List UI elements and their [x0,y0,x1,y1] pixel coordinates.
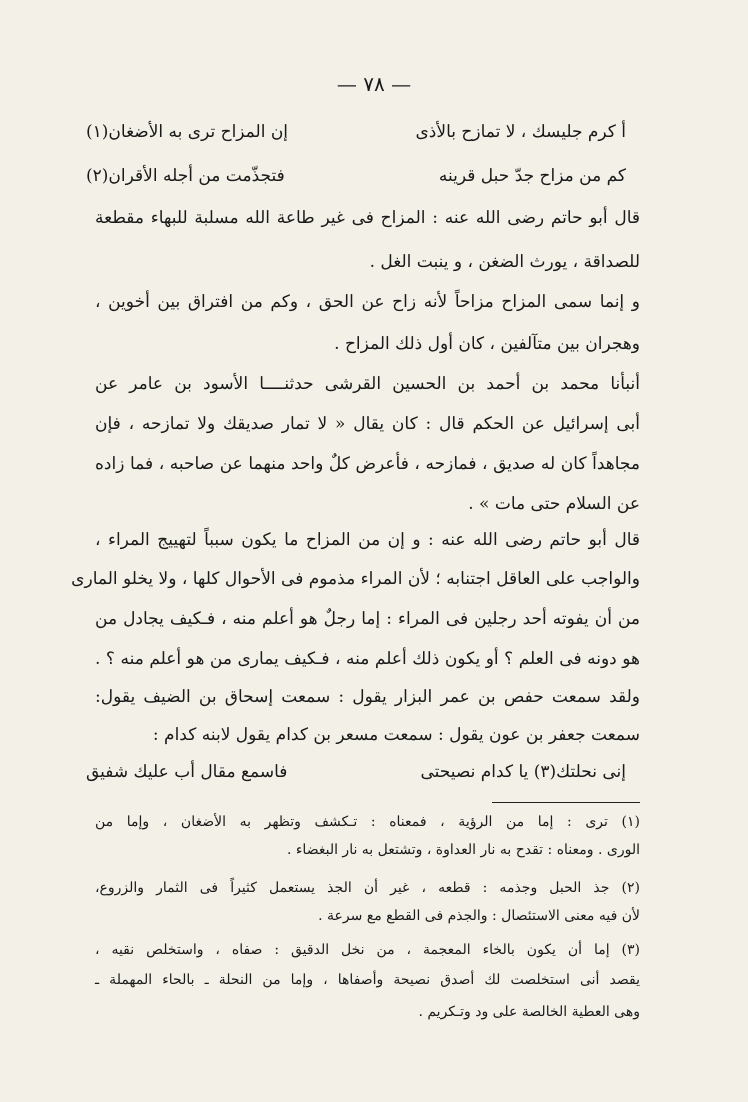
body-line-9: قال أبو حاتم رضى الله عنه : و إن من المزاح ما يكون سبباً لتهييج المراء ، [95,530,640,550]
body-line-12: هو دونه فى العلم ؟ أو يكون ذلك أعلم منه ، فـكيف يمارى من هو أعلم منه ؟ . [95,649,640,669]
verse-2-second-hemistich: فتجذّمت من أجله الأقران(٢) [86,166,285,186]
verse-line-3 [86,762,626,782]
body-line-6: أبى إسرائيل عن الحكم قال : كان يقال « لا تمار صديقك ولا تمازحه ، فإن [95,414,640,434]
footnote-separator [492,802,640,803]
verse-line-2 [86,166,626,186]
body-line-11: من أن يفوته أحد رجلين فى المراء : إما رجلٌ هو أعلم منه ، فـكيف يجادل من [95,609,640,629]
body-line-7: مجاهداً كان له صديق ، فمازحه ، فأعرض كلٌ واحد منهما عن صاحبه ، فما زاده [95,454,640,474]
body-line-5: أنبأنا محمد بن أحمد بن الحسين القرشى حدثنــــا الأسود بن عامر عن [95,374,640,394]
footnote-line-5: (٣) إما أن يكون بالخاء المعجمة ، من نخل الدقيق : صفاه ، واستخلص نقيه ، [95,942,640,958]
body-line-4: وهجران بين متآلفين ، كان أول ذلك المزاح . [334,334,640,354]
verse-3-first-hemistich: إنى نحلتك(٣) يا كدام نصيحتى [420,762,626,782]
verse-3-second-hemistich: فاسمع مقال أب عليك شفيق [86,762,288,782]
verse-1-first-hemistich: أ كرم جليسك ، لا تمازح بالأذى [415,122,626,142]
verse-1-second-hemistich: إن المزاح ترى به الأضغان(١) [86,122,289,142]
page-number: — ٧٨ — [336,72,412,96]
body-line-2: للصداقة ، يورث الضغن ، و ينبت الغل . [369,252,640,272]
footnote-line-6: يقصد أنى استخلصت لك أصدق نصيحة وأصفاها ، وإما من النحلة ـ بالحاء المهملة ـ [95,972,640,988]
footnote-line-4: لأن فيه معنى الاستئصال : والجذم فى القطع مع سرعة . [318,908,640,924]
verse-line-1 [86,122,626,142]
verse-2-first-hemistich: كم من مزاح جدّ حبل قرينه [438,166,626,186]
body-line-1: قال أبو حاتم رضى الله عنه : المزاح فى غير طاعة الله مسلبة للبهاء مقطعة [95,208,640,228]
footnote-line-3: (٢) جذ الحبل وجذمه : قطعه ، غير أن الجذ يستعمل كثيراً فى الثمار والزروع، [95,880,640,896]
footnote-line-2: الورى . ومعناه : تقدح به نار العداوة ، وتشتعل به نار البغضاء . [286,842,640,858]
footnote-line-1: (١) ترى : إما من الرؤية ، فمعناه : تـكشف وتظهر به الأضغان ، وإما من [95,814,640,830]
body-line-14: سمعت جعفر بن عون يقول : سمعت مسعر بن كدام يقول لابنه كدام : [152,725,640,745]
body-line-13: ولقد سمعت حفص بن عمر البزار يقول : سمعت إسحاق بن الضيف يقول: [95,687,640,707]
body-line-10: والواجب على العاقل اجتنابه ؛ لأن المراء مذموم فى الأحوال كلها ، ولا يخلو المارى [71,569,640,589]
body-line-8: عن السلام حتى مات » . [468,494,640,514]
footnote-line-7: وهى العطية الخالصة على ود وتـكريم . [418,1004,640,1020]
body-line-3: و إنما سمى المزاح مزاحاً لأنه زاح عن الحق ، وكم من افتراق بين أخوين ، [95,292,640,312]
